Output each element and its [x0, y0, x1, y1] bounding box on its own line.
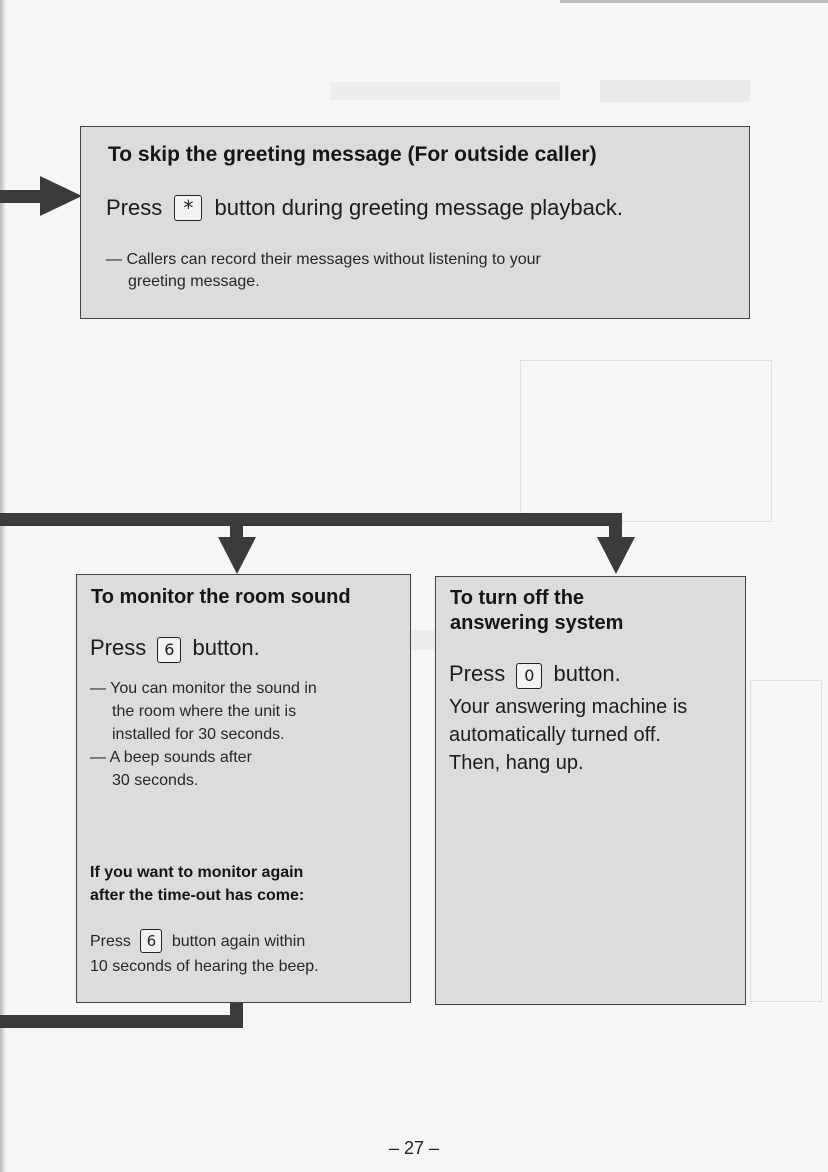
note-text: 30 seconds. — [112, 772, 199, 789]
turn-off-box — [435, 576, 746, 1005]
monitor-press-line — [90, 635, 260, 663]
monitor-title: To monitor the room sound — [91, 586, 351, 608]
monitor-notes — [90, 677, 317, 792]
press-label: Press — [106, 195, 163, 220]
body-text: automatically turned off. — [449, 724, 661, 746]
body-text: Your answering machine is — [449, 696, 688, 718]
arrow-down-icon — [218, 537, 256, 574]
note-text: — You can monitor the sound in — [90, 680, 317, 697]
flow-line — [0, 1015, 243, 1028]
monitor-again-instruction — [90, 929, 319, 979]
star-key-icon: * — [174, 195, 202, 221]
skip-greeting-box — [80, 126, 750, 319]
page-number: – 27 – — [388, 1138, 440, 1158]
press-label: Press — [90, 933, 131, 950]
flow-line — [230, 513, 243, 541]
turn-off-title — [450, 586, 623, 636]
press-instruction: button. — [192, 635, 260, 660]
title-text: answering system — [450, 612, 624, 634]
turn-off-body — [449, 693, 687, 777]
note-text: — Callers can record their messages without listening to your — [106, 251, 541, 268]
turn-off-press-line — [449, 661, 621, 689]
skip-greeting-title: To skip the greeting message (For outside caller) — [108, 143, 597, 166]
key-6-icon: 6 — [157, 637, 181, 663]
body-text: Then, hang up. — [449, 752, 584, 774]
press-label: Press — [90, 635, 147, 660]
flow-line — [609, 513, 622, 541]
skip-note — [106, 249, 541, 293]
subheading-text: If you want to monitor again — [90, 864, 304, 881]
skip-press-line — [106, 195, 623, 221]
press-instruction: button. — [553, 661, 621, 686]
monitor-again-subheading — [90, 861, 304, 907]
arrow-down-icon — [597, 537, 635, 574]
title-text: To turn off the — [450, 587, 585, 609]
note-text: the room where the unit is — [112, 703, 297, 720]
press-instruction: button again within — [171, 933, 306, 950]
flow-line — [0, 513, 622, 526]
note-text: 10 seconds of hearing the beep. — [90, 958, 319, 975]
again-press-line — [90, 929, 319, 954]
key-6-icon: 6 — [140, 929, 162, 953]
arrow-right-icon — [40, 176, 82, 216]
note-text: greeting message. — [128, 273, 260, 290]
note-text: installed for 30 seconds. — [112, 726, 285, 743]
monitor-room-box — [76, 574, 411, 1003]
press-instruction: button during greeting message playback. — [214, 195, 623, 220]
flow-line — [0, 190, 42, 203]
note-text: — A beep sounds after — [90, 749, 252, 766]
key-0-icon: 0 — [516, 663, 542, 689]
subheading-text: after the time-out has come: — [90, 887, 305, 904]
press-label: Press — [449, 661, 506, 686]
